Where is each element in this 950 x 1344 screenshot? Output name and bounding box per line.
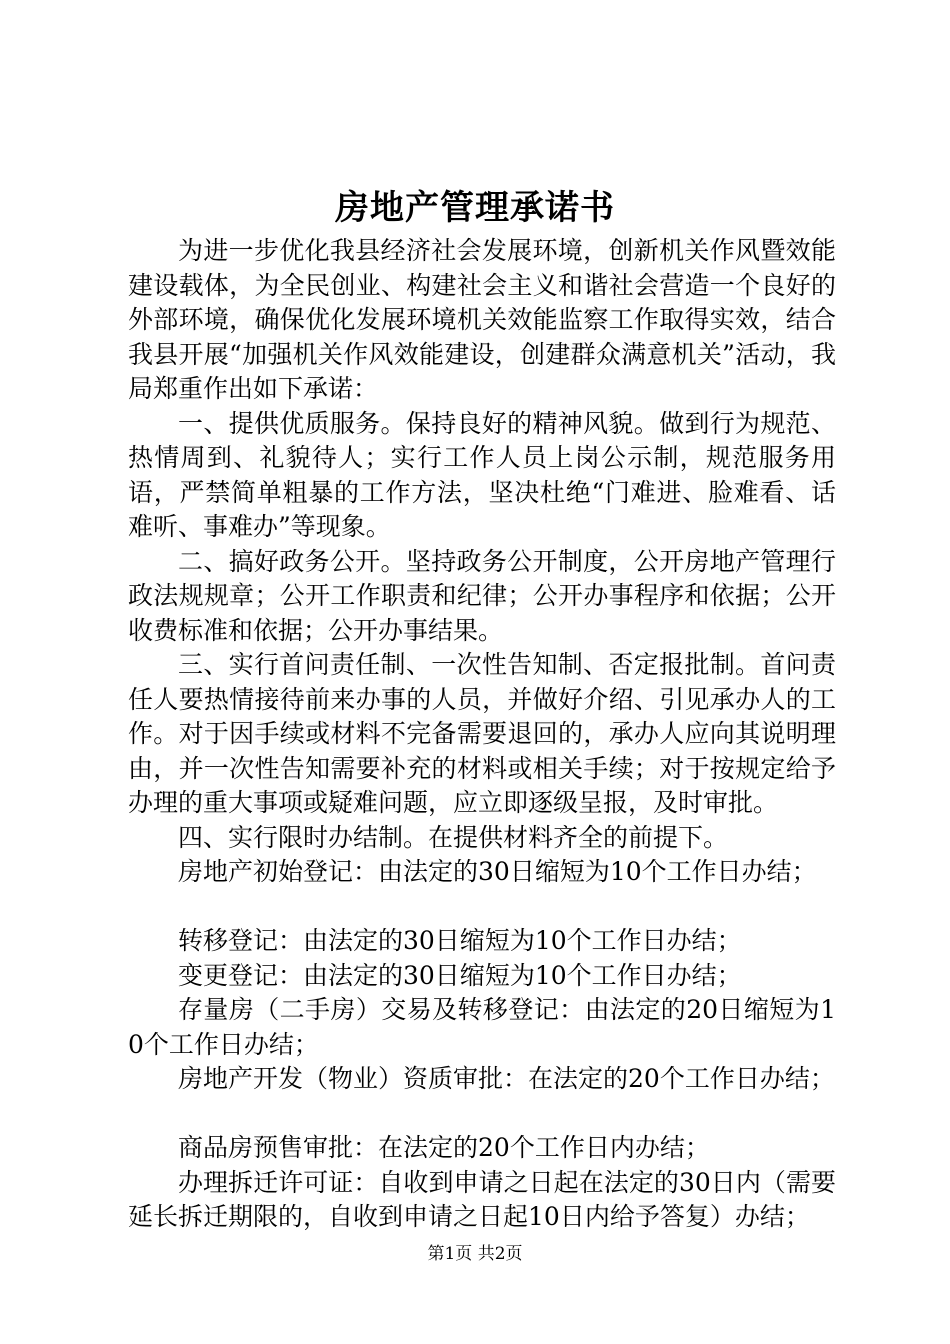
document-body [128,234,836,1235]
document-title: 房地产管理承诺书 [335,188,615,228]
page-indicator: 第1页 共2页 [427,1244,523,1264]
paragraph-item-1: 一、提供优质服务。保持良好的精神风貌。做到行为规范、热情周到、礼貌待人；实行工作人员上岗公示制，规范服务用语，严禁简单粗暴的工作方法，坚决杜绝“门难进、脸难看、话难听、事难办”等现象。 [128,408,836,541]
paragraph-intro: 为进一步优化我县经济社会发展环境，创新机关作风暨效能建设载体，为全民创业、构建社会主义和谐社会营造一个良好的外部环境，确保优化发展环境机关效能监察工作取得实效，结合我县开展“加强机关作风效能建设，创建群众满意机关”活动，我局郑重作出如下承诺： [128,236,836,403]
paragraph-initial-registration: 房地产初始登记：由法定的30日缩短为10个工作日办结； [178,857,817,886]
paragraph-secondhand-housing: 存量房（二手房）交易及转移登记：由法定的20日缩短为10个工作日办结； [128,995,836,1059]
paragraph-item-4: 四、实行限时办结制。在提供材料齐全的前提下。 [178,822,729,852]
paragraph-demolition-permit: 办理拆迁许可证：自收到申请之日起在法定的30日内（需要延长拆迁期限的，自收到申请之日起10日内给予答复）办结； [128,1167,836,1231]
paragraph-change-registration: 变更登记：由法定的30日缩短为10个工作日办结； [178,960,742,990]
paragraph-item-2: 二、搞好政务公开。坚持政务公开制度，公开房地产管理行政法规规章；公开工作职责和纪律；公开办事程序和依据；公开收费标准和依据；公开办事结果。 [128,546,836,645]
paragraph-presale-approval: 商品房预售审批：在法定的20个工作日内办结； [178,1133,710,1162]
paragraph-item-3: 三、实行首问责任制、一次性告知制、否定报批制。首问责任人要热情接待前来办事的人员，并做好介绍、引见承办人的工作。对于因手续或材料不完备需要退回的，承办人应向其说明理由，并一次性告知需要补充的材料或相关手续；对于按规定给予办理的重大事项或疑难问题，应立即逐级呈报，及时审批。 [128,650,836,817]
paragraph-development-qualification: 房地产开发（物业）资质审批：在法定的20个工作日办结； [178,1064,835,1093]
paragraph-transfer-registration: 转移登记：由法定的30日缩短为10个工作日办结； [178,926,742,955]
